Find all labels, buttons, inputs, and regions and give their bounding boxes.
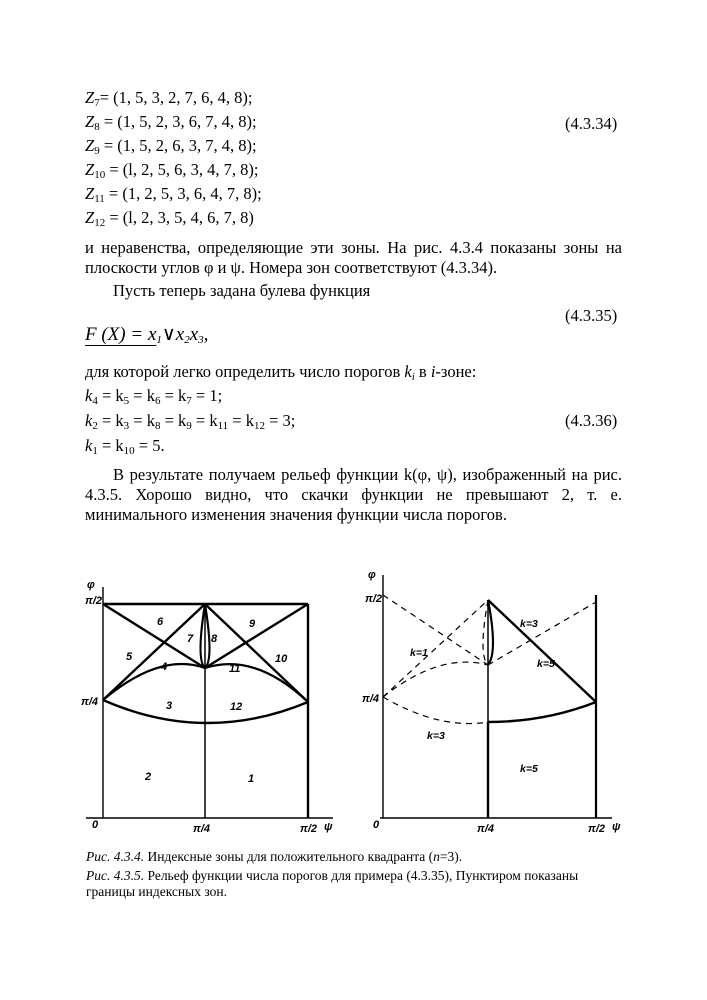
equation-number-4-3-36: (4.3.36) xyxy=(565,411,618,430)
equation-number-4-3-34: (4.3.34) xyxy=(565,114,618,133)
fig1-x-axis-label: ψ xyxy=(324,821,333,833)
formula-boolean-function: F $(X) = x_1\vee x_2x_3$, xyxy=(85,324,209,346)
fig1-pi4-x-label: π/4 xyxy=(193,823,211,835)
fig2-pi2-x-label: π/2 xyxy=(588,823,606,835)
diag-right-down xyxy=(205,604,308,702)
equation-z8: $Z_8 = (1$, 5, 2, 3, 6, 7, 4, 8); xyxy=(85,112,257,133)
diag-right-down xyxy=(488,600,596,702)
zone-label-12: 12 xyxy=(230,701,243,713)
zone-label-10: 10 xyxy=(275,653,288,665)
fig1-y-axis-label: φ xyxy=(87,579,95,591)
paragraph-boolean: Пусть теперь задана булева функция xyxy=(113,281,371,300)
paragraph-zones: и неравенства, определяющие эти зоны. На рис. 4.3.4 показаны зоны на плоскости углов φ и ψ. Номера зон соответствуют (4.3.34). xyxy=(85,238,622,277)
zone-label-9: 9 xyxy=(249,618,256,630)
equation-k-1: $k_4 = k_5 = k_6 = k_7 = 1$; xyxy=(85,386,223,407)
equation-k-5: $k_1 = k_{10} = 5$. xyxy=(85,436,165,457)
curve-bottom-right xyxy=(488,702,596,722)
equation-k-3: $k_2 = k_3 = k_8 = k_9 = k_{11} = k_{12} = 3$; xyxy=(85,411,296,432)
zone-label-8: 8 xyxy=(211,633,218,645)
equation-z12: $Z_{12} = (l$, 2, 3, 5, 4, 6, 7, 8) xyxy=(85,208,254,229)
dashed-diag-right-up xyxy=(488,602,596,665)
zone-label-2: 2 xyxy=(145,771,152,783)
fig1-origin-label: 0 xyxy=(92,819,99,831)
zone-label-1: 1 xyxy=(248,773,255,785)
zone-label-11: 11 xyxy=(229,663,241,675)
zone-label-6: 6 xyxy=(157,616,164,628)
relief-label-k5-bottom: k=5 xyxy=(520,763,538,775)
paragraph-relief: В результате получаем рельеф функции k(φ, ψ), изображенный на рис. 4.3.5. Хорошо видно, что скачки функции не превышают 2, т. е. минимального изменения значения функции числа порогов. xyxy=(85,465,622,524)
paragraph-thresholds: для которой легко определить число порогов $k_i$ в i-зоне: xyxy=(85,362,477,383)
zone-label-7: 7 xyxy=(187,633,194,645)
zone-label-4: 4 xyxy=(161,661,168,673)
dashed-diag-left-down xyxy=(383,595,488,665)
zone-label-3: 3 xyxy=(166,700,173,712)
fig2-pi4-y-label: π/4 xyxy=(362,693,380,705)
relief-label-k3-top: k=3 xyxy=(520,618,538,630)
diag-left-up xyxy=(103,604,205,700)
dashed-curve-bottom-left xyxy=(383,697,488,724)
equation-z9: $Z_9 = (1$, 5, 2, 6, 3, 7, 4, 8); xyxy=(85,136,257,157)
relief-label-k1: k=1 xyxy=(410,647,428,659)
fig1-pi4-y-label: π/4 xyxy=(81,696,99,708)
equation-z10: $Z_{10} = (l$, 2, 5, 6, 3, 4, 7, 8); xyxy=(85,160,259,181)
fig2-origin-label: 0 xyxy=(373,819,380,831)
relief-label-k3-bottom: k=3 xyxy=(427,730,445,742)
relief-label-k5-right: k=5 xyxy=(537,658,555,670)
fig2-x-axis-label: ψ xyxy=(612,821,621,833)
equation-z7: $Z_7= (1$, 5, 3, 2, 7, 6, 4, 8); xyxy=(85,88,253,109)
fig1-pi2-x-label: π/2 xyxy=(300,823,318,835)
caption-figure-4-3-5: Рис. 4.3.5. Рельеф функции числа порогов для примера (4.3.35), Пунктиром показаны границы индексных зон. xyxy=(86,868,579,899)
fig2-pi2-y-label: π/2 xyxy=(365,593,383,605)
equation-z11: $Z_{11} = (1$, 2, 5, 3, 6, 4, 7, 8); xyxy=(85,184,262,205)
equation-number-4-3-35: (4.3.35) xyxy=(565,306,618,325)
curve-left-mid xyxy=(103,664,205,700)
curve-right-mid xyxy=(205,664,308,702)
figure-threshold-relief xyxy=(360,560,630,850)
fig2-y-axis-label: φ xyxy=(368,569,376,581)
fig2-pi4-x-label: π/4 xyxy=(477,823,495,835)
diag-right-up xyxy=(205,604,308,668)
fig1-pi2-y-label: π/2 xyxy=(85,595,103,607)
zone-label-5: 5 xyxy=(126,651,133,663)
dashed-diag-left-up xyxy=(383,600,488,697)
caption-figure-4-3-4: Рис. 4.3.4. Индексные зоны для положительного квадранта (n=3). xyxy=(86,849,463,864)
figure-index-zones xyxy=(60,560,350,850)
dashed-curve-left-mid xyxy=(383,662,488,697)
